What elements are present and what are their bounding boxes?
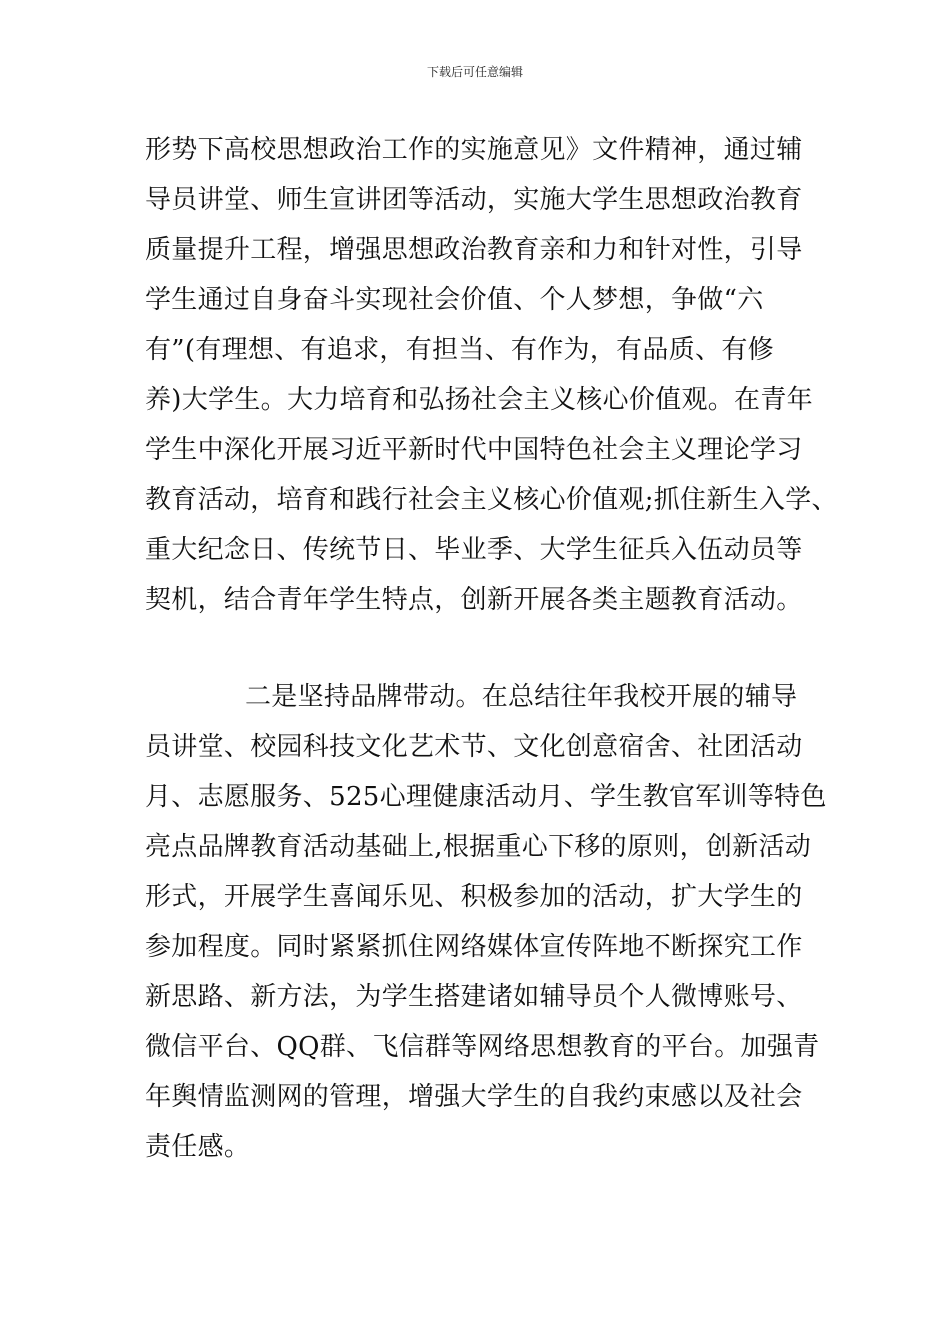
paragraph2-line-1: 二是坚持品牌带动。在总结往年我校开展的辅导 — [245, 682, 798, 712]
paragraph1-line-10: 契机，结合青年学生特点，创新开展各类主题教育活动。 — [145, 585, 803, 615]
paragraph1-line-6: 养)大学生。大力培育和弘扬社会主义核心价值观。在青年 — [145, 385, 813, 415]
paragraph2-line-9: 年舆情监测网的管理，增强大学生的自我约束感以及社会 — [145, 1082, 803, 1112]
paragraph1-line-8: 教育活动，培育和践行社会主义核心价值观;抓住新生入学、 — [145, 485, 838, 515]
paragraph1-line-7: 学生中深化开展习近平新时代中国特色社会主义理论学习 — [145, 435, 803, 465]
paragraph1-line-1: 形势下高校思想政治工作的实施意见》文件精神，通过辅 — [145, 135, 803, 165]
paragraph2-line-8: 微信平台、QQ群、飞信群等网络思想教育的平台。加强青 — [145, 1032, 820, 1062]
paragraph2-line-3: 月、志愿服务、525心理健康活动月、学生教官军训等特色 — [145, 782, 827, 812]
paragraph1-line-3: 质量提升工程，增强思想政治教育亲和力和针对性，引导 — [145, 235, 803, 265]
paragraph2-line-7: 新思路、新方法，为学生搭建诸如辅导员个人微博账号、 — [145, 982, 803, 1012]
paragraph2-line-2: 员讲堂、校园科技文化艺术节、文化创意宿舍、社团活动 — [145, 732, 803, 762]
paragraph2-line-6: 参加程度。同时紧紧抓住网络媒体宣传阵地不断探究工作 — [145, 932, 803, 962]
paragraph1-line-2: 导员讲堂、师生宣讲团等活动，实施大学生思想政治教育 — [145, 185, 803, 215]
paragraph1-line-5: 有”(有理想、有追求，有担当、有作为，有品质、有修 — [145, 335, 774, 365]
header-note: 下载后可任意编辑 — [426, 65, 523, 79]
paragraph1-line-4: 学生通过自身奋斗实现社会价值、个人梦想，争做“六 — [145, 285, 764, 315]
paragraph2-line-5: 形式，开展学生喜闻乐见、积极参加的活动，扩大学生的 — [145, 882, 803, 912]
paragraph2-line-10: 责任感。 — [145, 1132, 251, 1162]
paragraph1-line-9: 重大纪念日、传统节日、毕业季、大学生征兵入伍动员等 — [145, 535, 803, 565]
paragraph2-line-4: 亮点品牌教育活动基础上,根据重心下移的原则，创新活动 — [145, 832, 812, 862]
